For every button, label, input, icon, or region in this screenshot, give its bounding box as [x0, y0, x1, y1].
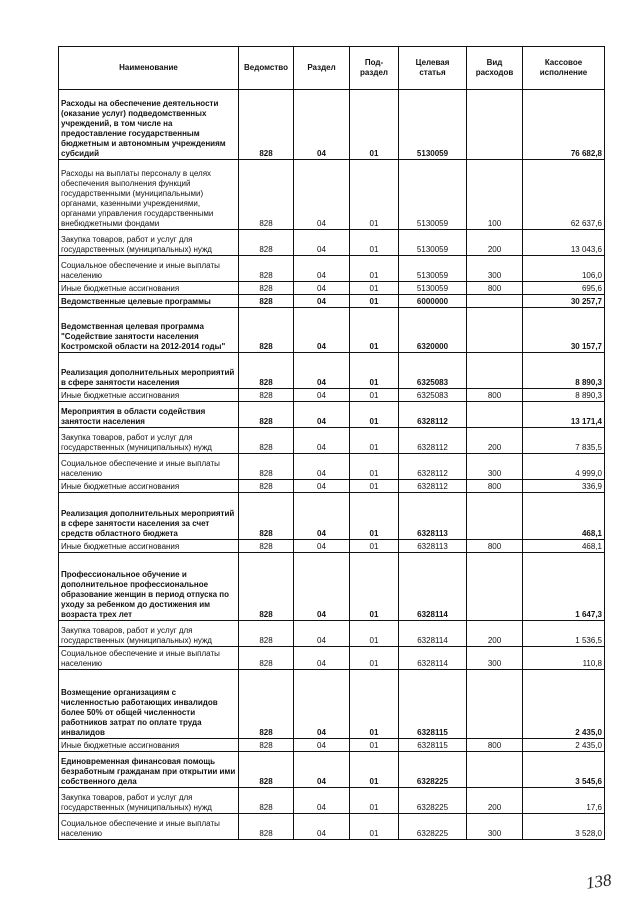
table-row [59, 752, 605, 788]
cell-amount: 76 682,8 [523, 90, 605, 160]
cell-name: Расходы на выплаты персоналу в целях обеспечения выполнения функций государственными (муниципальными) органами, казенными учреждениями, органами управления государственными внебюджетными фондами [59, 160, 239, 230]
cell-subsection: 01 [350, 428, 399, 454]
header-amount: Кассовое исполнение [523, 47, 605, 90]
cell-exptype: 800 [467, 480, 523, 493]
cell-target: 6328112 [399, 454, 467, 480]
cell-target: 6320000 [399, 308, 467, 353]
cell-target: 6325083 [399, 353, 467, 389]
cell-dept: 828 [239, 428, 294, 454]
cell-exptype: 300 [467, 647, 523, 670]
header-dept: Ведомство [239, 47, 294, 90]
cell-name: Иные бюджетные ассигнования [59, 389, 239, 402]
cell-exptype: 300 [467, 454, 523, 480]
cell-section: 04 [294, 493, 350, 540]
cell-section: 04 [294, 353, 350, 389]
cell-amount: 1 536,5 [523, 621, 605, 647]
cell-exptype [467, 90, 523, 160]
cell-name: Единовременная финансовая помощь безработным гражданам при открытии ими собственного дела [59, 752, 239, 788]
table-row [59, 402, 605, 428]
cell-dept: 828 [239, 752, 294, 788]
cell-target: 6328225 [399, 752, 467, 788]
cell-target: 6000000 [399, 295, 467, 308]
header-target: Целевая статья [399, 47, 467, 90]
cell-subsection: 01 [350, 480, 399, 493]
cell-subsection: 01 [350, 540, 399, 553]
cell-target: 6328113 [399, 493, 467, 540]
cell-subsection: 01 [350, 308, 399, 353]
cell-dept: 828 [239, 493, 294, 540]
cell-subsection: 01 [350, 621, 399, 647]
budget-table [58, 46, 605, 840]
cell-target: 6328113 [399, 540, 467, 553]
cell-amount: 30 157,7 [523, 308, 605, 353]
cell-dept: 828 [239, 454, 294, 480]
cell-name: Иные бюджетные ассигнования [59, 540, 239, 553]
table-row [59, 540, 605, 553]
cell-dept: 828 [239, 402, 294, 428]
cell-subsection: 01 [350, 256, 399, 282]
cell-section: 04 [294, 160, 350, 230]
cell-name: Реализация дополнительных мероприятий в сфере занятости населения за счет средств областного бюджета [59, 493, 239, 540]
cell-name: Ведомственная целевая программа "Содействие занятости населения Костромской области на 2012-2014 годы" [59, 308, 239, 353]
cell-name: Возмещение организациям с численностью работающих инвалидов более 50% от общей численности работников затрат по оплате труда инвалидов [59, 670, 239, 739]
cell-exptype: 800 [467, 540, 523, 553]
cell-dept: 828 [239, 540, 294, 553]
header-section: Раздел [294, 47, 350, 90]
cell-exptype [467, 752, 523, 788]
cell-section: 04 [294, 540, 350, 553]
cell-section: 04 [294, 752, 350, 788]
cell-section: 04 [294, 814, 350, 840]
cell-subsection: 01 [350, 230, 399, 256]
cell-name: Иные бюджетные ассигнования [59, 282, 239, 295]
cell-exptype [467, 553, 523, 621]
table-row [59, 295, 605, 308]
cell-section: 04 [294, 670, 350, 739]
cell-amount: 468,1 [523, 493, 605, 540]
cell-name: Профессиональное обучение и дополнительное профессиональное образование женщин в период отпуска по уходу за ребенком до достижения им возраста трех лет [59, 553, 239, 621]
table-row [59, 647, 605, 670]
cell-dept: 828 [239, 553, 294, 621]
cell-amount: 7 835,5 [523, 428, 605, 454]
cell-exptype [467, 295, 523, 308]
cell-subsection: 01 [350, 353, 399, 389]
cell-amount: 17,6 [523, 788, 605, 814]
cell-dept: 828 [239, 647, 294, 670]
cell-target: 6328225 [399, 814, 467, 840]
header-name: Наименование [59, 47, 239, 90]
cell-amount: 468,1 [523, 540, 605, 553]
table-row [59, 493, 605, 540]
cell-section: 04 [294, 647, 350, 670]
cell-exptype [467, 493, 523, 540]
cell-exptype [467, 353, 523, 389]
cell-amount: 3 545,6 [523, 752, 605, 788]
cell-dept: 828 [239, 670, 294, 739]
cell-exptype: 100 [467, 160, 523, 230]
cell-name: Закупка товаров, работ и услуг для государственных (муниципальных) нужд [59, 788, 239, 814]
table-row [59, 90, 605, 160]
cell-subsection: 01 [350, 90, 399, 160]
cell-section: 04 [294, 402, 350, 428]
cell-subsection: 01 [350, 788, 399, 814]
cell-amount: 8 890,3 [523, 389, 605, 402]
cell-subsection: 01 [350, 454, 399, 480]
cell-exptype [467, 670, 523, 739]
cell-section: 04 [294, 739, 350, 752]
cell-name: Закупка товаров, работ и услуг для государственных (муниципальных) нужд [59, 428, 239, 454]
cell-dept: 828 [239, 90, 294, 160]
cell-section: 04 [294, 788, 350, 814]
cell-section: 04 [294, 553, 350, 621]
cell-amount: 62 637,6 [523, 160, 605, 230]
table-row [59, 256, 605, 282]
table-header-row [59, 47, 605, 90]
cell-target: 6328114 [399, 647, 467, 670]
cell-dept: 828 [239, 621, 294, 647]
cell-target: 5130059 [399, 160, 467, 230]
table-row [59, 282, 605, 295]
cell-section: 04 [294, 428, 350, 454]
cell-amount: 695,6 [523, 282, 605, 295]
cell-section: 04 [294, 230, 350, 256]
cell-amount: 4 999,0 [523, 454, 605, 480]
cell-dept: 828 [239, 480, 294, 493]
table-row [59, 160, 605, 230]
cell-dept: 828 [239, 788, 294, 814]
cell-amount: 106,0 [523, 256, 605, 282]
table-row [59, 428, 605, 454]
cell-target: 5130059 [399, 282, 467, 295]
cell-target: 6328114 [399, 553, 467, 621]
cell-target: 5130059 [399, 90, 467, 160]
table-row [59, 480, 605, 493]
cell-name: Социальное обеспечение и иные выплаты населению [59, 647, 239, 670]
table-row [59, 553, 605, 621]
cell-amount: 1 647,3 [523, 553, 605, 621]
table-row [59, 670, 605, 739]
cell-section: 04 [294, 480, 350, 493]
cell-name: Реализация дополнительных мероприятий в сфере занятости населения [59, 353, 239, 389]
cell-dept: 828 [239, 814, 294, 840]
cell-dept: 828 [239, 389, 294, 402]
cell-subsection: 01 [350, 670, 399, 739]
table-row [59, 389, 605, 402]
cell-exptype: 300 [467, 256, 523, 282]
cell-subsection: 01 [350, 814, 399, 840]
cell-section: 04 [294, 308, 350, 353]
cell-exptype: 200 [467, 230, 523, 256]
cell-subsection: 01 [350, 402, 399, 428]
cell-exptype: 200 [467, 788, 523, 814]
table-row [59, 353, 605, 389]
cell-dept: 828 [239, 308, 294, 353]
cell-target: 6328114 [399, 621, 467, 647]
table-row [59, 308, 605, 353]
cell-subsection: 01 [350, 739, 399, 752]
cell-name: Иные бюджетные ассигнования [59, 480, 239, 493]
cell-target: 6328115 [399, 739, 467, 752]
table-row [59, 739, 605, 752]
cell-exptype: 800 [467, 389, 523, 402]
cell-amount: 13 171,4 [523, 402, 605, 428]
cell-target: 6325083 [399, 389, 467, 402]
cell-amount: 2 435,0 [523, 739, 605, 752]
cell-subsection: 01 [350, 160, 399, 230]
cell-name: Мероприятия в области содействия занятости населения [59, 402, 239, 428]
cell-target: 6328225 [399, 788, 467, 814]
cell-dept: 828 [239, 256, 294, 282]
cell-target: 6328112 [399, 480, 467, 493]
cell-amount: 110,8 [523, 647, 605, 670]
cell-dept: 828 [239, 282, 294, 295]
table-row [59, 621, 605, 647]
cell-target: 5130059 [399, 230, 467, 256]
cell-exptype [467, 402, 523, 428]
cell-exptype [467, 308, 523, 353]
cell-amount: 8 890,3 [523, 353, 605, 389]
cell-amount: 2 435,0 [523, 670, 605, 739]
cell-dept: 828 [239, 353, 294, 389]
page-number: 138 [584, 870, 613, 893]
cell-dept: 828 [239, 230, 294, 256]
cell-exptype: 200 [467, 621, 523, 647]
cell-subsection: 01 [350, 282, 399, 295]
header-exptype: Вид расходов [467, 47, 523, 90]
cell-target: 6328115 [399, 670, 467, 739]
cell-dept: 828 [239, 739, 294, 752]
cell-name: Закупка товаров, работ и услуг для государственных (муниципальных) нужд [59, 230, 239, 256]
cell-exptype: 200 [467, 428, 523, 454]
cell-name: Ведомственные целевые программы [59, 295, 239, 308]
cell-subsection: 01 [350, 752, 399, 788]
cell-section: 04 [294, 621, 350, 647]
cell-exptype: 800 [467, 739, 523, 752]
cell-section: 04 [294, 256, 350, 282]
cell-exptype: 800 [467, 282, 523, 295]
cell-dept: 828 [239, 160, 294, 230]
cell-section: 04 [294, 454, 350, 480]
cell-section: 04 [294, 90, 350, 160]
cell-subsection: 01 [350, 493, 399, 540]
cell-dept: 828 [239, 295, 294, 308]
cell-subsection: 01 [350, 553, 399, 621]
cell-name: Расходы на обеспечение деятельности (оказание услуг) подведомственных учреждений, в том числе на предоставление государственным бюджетным и автономным учреждениям субсидий [59, 90, 239, 160]
cell-subsection: 01 [350, 647, 399, 670]
cell-target: 6328112 [399, 402, 467, 428]
table-row [59, 454, 605, 480]
cell-amount: 13 043,6 [523, 230, 605, 256]
cell-name: Иные бюджетные ассигнования [59, 739, 239, 752]
cell-subsection: 01 [350, 295, 399, 308]
cell-target: 6328112 [399, 428, 467, 454]
cell-amount: 30 257,7 [523, 295, 605, 308]
cell-name: Социальное обеспечение и иные выплаты населению [59, 454, 239, 480]
cell-amount: 3 528,0 [523, 814, 605, 840]
cell-exptype: 300 [467, 814, 523, 840]
cell-name: Социальное обеспечение и иные выплаты населению [59, 814, 239, 840]
table-row [59, 230, 605, 256]
table-row [59, 814, 605, 840]
cell-name: Закупка товаров, работ и услуг для государственных (муниципальных) нужд [59, 621, 239, 647]
cell-target: 5130059 [399, 256, 467, 282]
cell-section: 04 [294, 282, 350, 295]
cell-amount: 336,9 [523, 480, 605, 493]
cell-name: Социальное обеспечение и иные выплаты населению [59, 256, 239, 282]
header-subsection: Под- раздел [350, 47, 399, 90]
table-body [59, 90, 605, 840]
cell-section: 04 [294, 389, 350, 402]
table-row [59, 788, 605, 814]
cell-section: 04 [294, 295, 350, 308]
cell-subsection: 01 [350, 389, 399, 402]
